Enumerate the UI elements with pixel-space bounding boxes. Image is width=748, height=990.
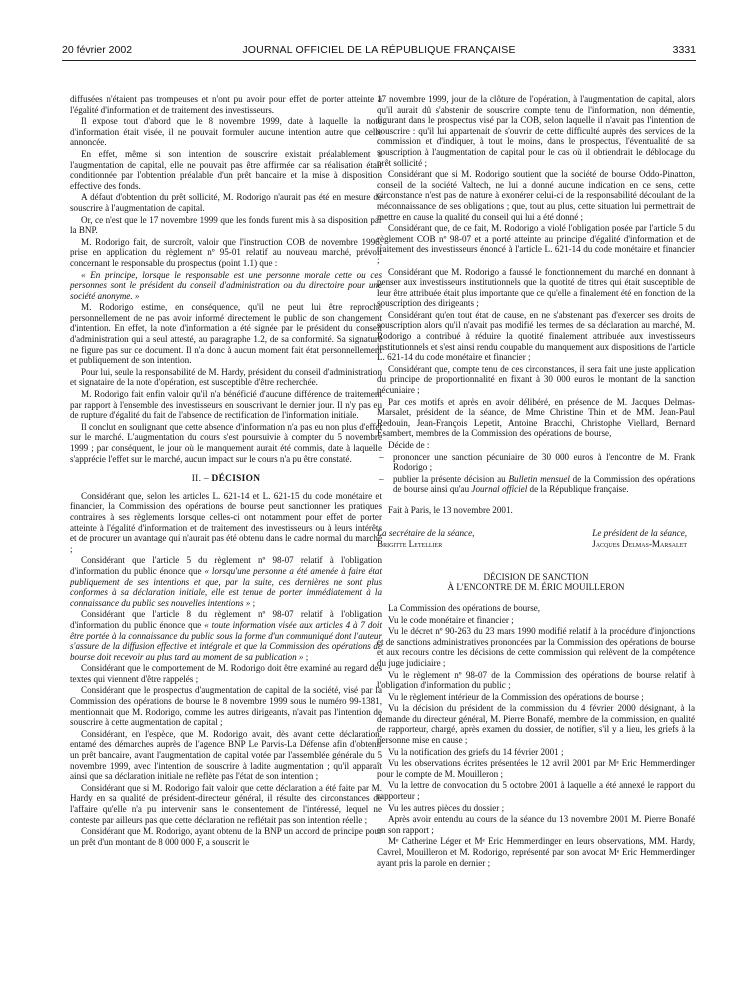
paragraph: Or, ce n'est que le 17 novembre 1999 que les fonds furent mis à sa disposition par la BNP. xyxy=(70,214,382,236)
secretary-role: La secrétaire de la séance, xyxy=(377,527,475,538)
paragraph: Vu le code monétaire et financier ; xyxy=(388,614,514,625)
paragraph: Considérant que M. Rodorigo a faussé le fonctionnement du marché en donnant à penser aux investisseurs institutionnels que la quotité de titres qui était susceptible de leur être attribuée était plus importante que ce qu'elle a finalement été en fonction de la souscription des dirigeants ; xyxy=(377,266,695,309)
place-date: Fait à Paris, le 13 novembre 2001. xyxy=(388,504,513,515)
president-name: Jacques Delmas-Marsalet xyxy=(592,539,687,550)
decision-title-line-2: À L'ENCONTRE DE M. ÉRIC MOUILLERON xyxy=(447,582,625,593)
header-rule xyxy=(62,60,696,61)
signatures xyxy=(377,528,695,550)
paragraph: Vu le règlement nº 98-07 de la Commission des opérations de bourse relatif à l'obligation d'information du public ; xyxy=(377,669,695,691)
secretary-name: Brigitte Letellier xyxy=(377,539,443,550)
paragraph: Vu les autres pièces du dossier ; xyxy=(388,802,505,813)
text-part: de la République française. xyxy=(527,484,629,495)
paragraph: Considérant que, de ce fait, M. Rodorigo a violé l'obligation posée par l'article 5 du règlement COB nº 98-07 et a porté atteinte au principe d'égalité d'information et de traitement des investisseurs énoncé à l'article L. 621-14 du code monétaire et financier ; xyxy=(377,223,695,265)
signature-secretary xyxy=(377,528,530,550)
quoted-instruction xyxy=(70,270,382,302)
decision-item xyxy=(377,452,695,473)
paragraph: En effet, même si son intention de souscrire existait préalablement à l'augmentation de capital, elle ne pouvait pas être affirmée car sa réalisation était conditionnée par l'obtention préalable d'un prêt bancaire et la mise à disposition effective des fonds. xyxy=(70,148,382,191)
paragraph: diffusées n'étaient pas trompeuses et n'ont pu avoir pour effet de porter atteinte à l'égalité d'information et de traitement des investisseurs. xyxy=(70,94,382,115)
paragraph: Vu les observations écrites présentées le 12 avril 2001 par Mᵉ Eric Hemmerdinger pour le compte de M. Mouilleron ; xyxy=(377,758,695,779)
paragraph-article-8 xyxy=(70,609,382,662)
paragraph: M. Rodorigo estime, en conséquence, qu'il ne peut lui être reproché personnellement de ne pas avoir informé directement le public de son changement d'intention. En effet, la note d'information a été signée par le président du conseil d'administration qui a seul attesté, au paragraphe 1.2, de sa conformité. Sa signature ne figure pas sur ce document. Il n'a donc à aucun moment fait état personnellement et publiquement de son intention. xyxy=(70,302,382,366)
paragraph: Vu la notification des griefs du 14 février 2001 ; xyxy=(388,746,564,757)
decide-heading: Décide de : xyxy=(388,440,430,450)
paragraph: Il expose tout d'abord que le 8 novembre 1999, date à laquelle la note d'information était visée, il ne pouvait formuler aucune intention autre que celle annoncée. xyxy=(70,116,382,148)
left-column xyxy=(70,94,382,848)
paragraph: Considérant que le prospectus d'augmentation de capital de la société, visé par la Commission des opérations de bourse le 8 novembre 1999 sous le numéro 99-1381, mentionnait que M. Rodorigo, comme les autres dirigeants, n'avait pas l'intention de souscrire à cette augmentation de capital ; xyxy=(70,685,382,728)
paragraph: Vu le règlement intérieur de la Commission des opérations de bourse ; xyxy=(388,691,644,702)
paragraph: Par ces motifs et après en avoir délibéré, en présence de M. Jacques Delmas-Marsalet, président de la séance, de Mme Christine Thin et de MM. Jean-Paul Redouin, Jean-François Lepetit, Antoine Bracchi, Christophe Viellard, Bernard Esambert, membres de la Commission des opérations de bourse, xyxy=(377,396,695,439)
article-8-intro: Considérant que l'article 8 du règlement nº 98-07 relatif à l'obligation d'information du public énonce que xyxy=(70,609,382,630)
page-header xyxy=(62,44,696,58)
text-part: de la Commission des opérations de bourse ainsi qu'au xyxy=(393,473,696,495)
bulletin-title: Bulletin mensuel xyxy=(508,473,570,484)
paragraph: Il conclut en soulignant que cette absence d'information n'a pas eu non plus d'effet sur le marché. L'augmentation du cours s'est poursuivie à compter du 5 novembre 1999 ; par conséquent, le jour où le manquement aurait été commis, date à laquelle s'apprécie l'effet sur le marché, aucun impact sur le cours n'a pu être constaté. xyxy=(70,421,382,464)
article-8-end: ; xyxy=(305,651,309,662)
paragraph: A défaut d'obtention du prêt sollicité, M. Rodorigo n'aurait pas été en mesure de souscrire à l'augmentation de capital. xyxy=(70,192,382,213)
signature-president xyxy=(534,528,695,550)
section-number: II. – xyxy=(191,474,209,485)
dash-marker: – xyxy=(379,451,384,462)
decision-item-text xyxy=(393,474,695,495)
paragraph: Considérant que si M. Rodorigo fait valoir que cette déclaration a été faite par M. Hardy en sa qualité de président-directeur général, il résulte des circonstances de l'affaire qu'elle n'a pu intervenir sans le consentement de l'intéressé, lequel ne conteste par ailleurs pas que cette déclaration ne reflétait pas son intention réelle ; xyxy=(70,782,382,825)
paragraph: Considérant que M. Rodorigo, ayant obtenu de la BNP un accord de principe pour un prêt d'un montant de 8 000 000 F, a souscrit le xyxy=(70,826,382,847)
paragraph: Vu la lettre de convocation du 5 octobre 2001 à laquelle a été annexé le rapport du rapporteur ; xyxy=(377,780,695,802)
text-part: publier la présente décision au xyxy=(393,473,509,484)
journal-title: JOURNAL OFFICIEL DE LA RÉPUBLIQUE FRANÇAISE xyxy=(242,44,516,56)
paragraph: 17 novembre 1999, jour de la clôture de l'opération, à l'augmentation de capital, alors qu'il aurait dû s'abstenir de souscrire compte tenu de l'information, non démentie, figurant dans le prospectus visé par la COB, selon laquelle il n'avait pas l'intention de souscrire : qu'il lui appartenait de s'ouvrir de cette difficulté auprès des services de la commission et d'indiquer, à tout le moins, dans le prospectus, l'éventualité de sa souscription à l'augmentation de capital pour le cas où il obtiendrait le déblocage du prêt sollicité ; xyxy=(377,94,695,168)
decision-title-line-1: DÉCISION DE SANCTION xyxy=(483,571,589,582)
section-title: DÉCISION xyxy=(211,474,261,485)
paragraph: Considérant que, selon les articles L. 621-14 et L. 621-15 du code monétaire et financier, la Commission des opérations de bourse peut sanctionner les pratiques contraires à ses règlements lorsque celles-ci ont notamment pour effet de porter atteinte à l'égalité d'information et de traitement des investisseurs ou à leurs intérêts et de procurer un avantage qui n'aurait pas été obtenu dans le cadre normal du marché ; xyxy=(70,490,382,554)
paragraph: Après avoir entendu au cours de la séance du 13 novembre 2001 M. Pierre Bonafé en son rapport ; xyxy=(377,814,695,835)
decision-heading xyxy=(377,572,695,593)
section-heading xyxy=(70,474,382,485)
dash-marker: – xyxy=(379,473,384,484)
paragraph-article-5 xyxy=(70,555,382,608)
paragraph: M. Rodorigo fait enfin valoir qu'il n'a bénéficié d'aucune différence de traitement par rapport à l'ensemble des investisseurs en souscrivant le dernier jour. Il n'y pas eu de rupture d'égalité du fait de l'absence de rectification de l'information initiale. xyxy=(70,389,382,421)
header-date: 20 février 2002 xyxy=(62,44,133,56)
journal-officiel-title: Journal officiel xyxy=(471,484,528,495)
paragraph: Mᵉ Catherine Léger et Mᵉ Eric Hemmerdinger en leurs observations, MM. Hardy, Cavrel, Mouilleron et M. Rodorigo, représenté par son avocat Mᵉ Eric Hemmerdinger ayant pris la parole en dernier ; xyxy=(377,836,695,868)
paragraph: La Commission des opérations de bourse, xyxy=(388,602,541,613)
paragraph: Considérant que si M. Rodorigo soutient que la société de bourse Oddo-Pinatton, conseil de la société Valtech, ne lui a donné aucune indication en ce sens, cette circonstance n'est pas de nature à exonérer celui-ci de la responsabilité découlant de la méconnaissance de ses obligations ; que, tout au plus, cette situation lui permettrait de mettre en cause la qualité du conseil qui lui a été donné ; xyxy=(377,169,695,222)
right-column xyxy=(377,94,695,869)
paragraph: Vu le décret nº 90-263 du 23 mars 1990 modifié relatif à la procédure d'injonctions et de sanctions administratives prononcées par la Commission des opérations de bourse et aux recours contre les décisions de cette commission qui relèvent de la compétence du juge judiciaire ; xyxy=(377,626,695,668)
paragraph: Considérant que le comportement de M. Rodorigo doit être examiné au regard des textes qui viennent d'être rappelés ; xyxy=(70,663,382,684)
decision-item xyxy=(377,474,695,495)
article-5-intro: Considérant que l'article 5 du règlement nº 98-07 relatif à l'obligation d'information du public énonce que xyxy=(70,555,382,576)
decision-item-text: prononcer une sanction pécuniaire de 30 000 euros à l'encontre de M. Frank Rodorigo ; xyxy=(393,451,695,473)
article-5-end: ; xyxy=(252,597,256,608)
paragraph: Pour lui, seule la responsabilité de M. Hardy, président du conseil d'administration et signataire de la note d'opération, est susceptible d'être recherchée. xyxy=(70,366,382,388)
paragraph: Considérant que, compte tenu de ces circonstances, il sera fait une juste application du principe de proportionnalité en fixant à 30 000 euros le montant de la sanction pécuniaire ; xyxy=(377,363,695,396)
paragraph: Considérant qu'en tout état de cause, en ne s'abstenant pas d'exercer ses droits de souscription alors qu'il n'avait pas modifié les termes de sa déclaration au marché, M. Rodorigo a contribué à réduire la quotité finalement attribuée aux investisseurs institutionnels et s'est ainsi rendu coupable du manquement aux dispositions de l'article L. 621-14 du code monétaire et financier ; xyxy=(377,309,695,363)
page-number: 3331 xyxy=(672,44,696,56)
article-5-quote: « lorsqu'une personne a été amenée à faire état publiquement de ses intentions et que, par la suite, ces dernières ne sont plus conformes à sa déclaration initiale, elle est tenue de porter immédiatement à la connaissance du public ses nouvelles intentions » xyxy=(70,565,382,608)
article-8-quote: « toute information visée aux articles 4 à 7 doit être portée à la connaissance du public sous la forme d'un communiqué dont l'auteur s'assure de la diffusion effective et intégrale et que la Commission des opérations de bourse doit recevoir au plus tard au moment de sa publication » xyxy=(70,619,382,662)
paragraph: M. Rodorigo fait, de surcroît, valoir que l'instruction COB de novembre 1996, prise en application du règlement nº 95-01 relatif au nouveau marché, prévoit concernant le responsable du prospectus (point 1.1) que : xyxy=(70,236,382,268)
paragraph: Vu la décision du président de la commission du 4 février 2000 désignant, à la demande du directeur général, M. Pierre Bonafé, membre de la commission, en qualité de rapporteur, chargé, après examen du dossier, de notifier, s'il y a lieu, les griefs à la personne mise en cause ; xyxy=(377,703,695,746)
quote-text: « En principe, lorsque le responsable est une personne morale cette ou ces personnes sont le président du conseil d'administration ou du directoire pour une société anonyme. » xyxy=(70,269,382,301)
paragraph: Considérant, en l'espèce, que M. Rodorigo avait, dès avant cette déclaration, entamé des démarches auprès de l'agence BNP Le Parvis-La Défense afin d'obtenir un prêt bancaire, avant l'augmentation de capital votée par l'assemblée générale du 5 novembre 1999, avec l'intention de souscrire à ladite augmentation ; qu'il apparaît ainsi que sa déclaration initiale ne reflète pas l'état de son intention ; xyxy=(70,728,382,782)
president-role: Le président de la séance, xyxy=(592,527,687,538)
